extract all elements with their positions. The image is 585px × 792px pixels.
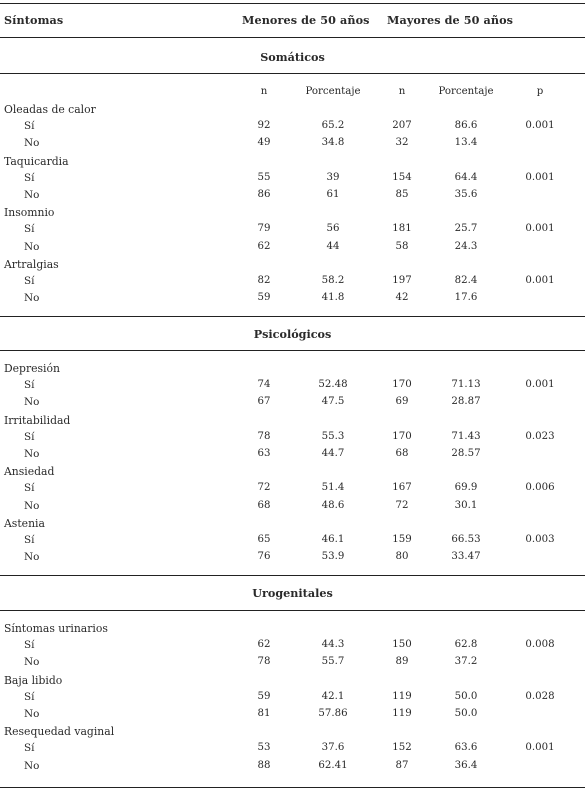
row-label: Sí bbox=[24, 534, 35, 546]
row-label: No bbox=[24, 137, 40, 150]
row-label: No bbox=[24, 759, 40, 772]
cell-pct-under-50: 39 bbox=[326, 171, 340, 183]
cell-n-over-50: 159 bbox=[392, 534, 412, 545]
row-label: No bbox=[24, 396, 40, 409]
cell-pct-over-50: 50.0 bbox=[454, 690, 478, 702]
cell-n-under-50: 74 bbox=[257, 379, 271, 391]
cell-p-value: 0.006 bbox=[525, 482, 555, 494]
cell-n-under-50: 67 bbox=[257, 396, 271, 408]
cell-pct-under-50: 51.4 bbox=[321, 482, 345, 494]
cell-n-over-50: 119 bbox=[392, 690, 412, 702]
cell-pct-over-50: 24.3 bbox=[454, 240, 478, 252]
cell-n-under-50: 62 bbox=[257, 639, 271, 651]
subheader-n-under-50: n bbox=[260, 86, 268, 97]
row-label: Sí bbox=[24, 120, 35, 133]
cell-p-value: 0.001 bbox=[525, 171, 555, 183]
cell-pct-over-50: 33.47 bbox=[451, 551, 481, 563]
cell-n-under-50: 59 bbox=[257, 690, 271, 702]
cell-n-over-50: 181 bbox=[392, 223, 412, 235]
cell-n-over-50: 207 bbox=[392, 120, 412, 132]
row-label: No bbox=[24, 240, 40, 253]
row-label: Sí bbox=[24, 223, 35, 236]
symptom-name: Baja libido bbox=[4, 673, 63, 687]
section-title: Somáticos bbox=[260, 50, 325, 64]
cell-pct-over-50: 28.87 bbox=[451, 396, 481, 408]
symptom-name: Resequedad vaginal bbox=[4, 725, 115, 739]
cell-pct-over-50: 82.4 bbox=[454, 275, 478, 286]
cell-n-over-50: 68 bbox=[395, 448, 409, 459]
section-rule bbox=[0, 350, 585, 351]
symptom-name: Síntomas urinarios bbox=[4, 622, 108, 635]
cell-n-over-50: 32 bbox=[395, 137, 409, 149]
cell-n-under-50: 76 bbox=[257, 551, 271, 563]
cell-n-under-50: 81 bbox=[257, 708, 271, 719]
cell-n-under-50: 63 bbox=[257, 448, 271, 459]
cell-n-over-50: 167 bbox=[392, 482, 412, 494]
cell-pct-over-50: 86.6 bbox=[454, 120, 478, 132]
cell-n-under-50: 55 bbox=[257, 171, 271, 183]
cell-pct-under-50: 34.8 bbox=[321, 137, 345, 149]
row-label: Sí bbox=[24, 742, 35, 755]
cell-pct-over-50: 64.4 bbox=[454, 171, 478, 183]
row-label: Sí bbox=[24, 482, 35, 495]
cell-n-under-50: 79 bbox=[257, 223, 271, 235]
cell-pct-over-50: 36.4 bbox=[454, 759, 478, 771]
subheader-pct-over-50: Porcentaje bbox=[438, 86, 494, 97]
cell-pct-under-50: 52.48 bbox=[318, 379, 348, 391]
symptom-name: Oleadas de calor bbox=[4, 103, 96, 116]
cell-n-over-50: 85 bbox=[395, 189, 409, 200]
cell-pct-over-50: 13.4 bbox=[454, 137, 478, 149]
section-rule bbox=[0, 610, 585, 611]
cell-n-under-50: 68 bbox=[257, 499, 271, 511]
cell-n-under-50: 92 bbox=[257, 120, 271, 132]
cell-n-under-50: 88 bbox=[257, 759, 271, 771]
cell-p-value: 0.028 bbox=[525, 690, 555, 702]
cell-p-value: 0.008 bbox=[525, 639, 555, 651]
symptom-name: Insomnio bbox=[4, 206, 55, 220]
row-label: Sí bbox=[24, 690, 35, 703]
cell-p-value: 0.023 bbox=[525, 430, 555, 442]
cell-pct-over-50: 69.9 bbox=[454, 482, 478, 494]
cell-n-over-50: 58 bbox=[395, 240, 409, 252]
header-rule bbox=[0, 37, 585, 38]
symptom-name: Taquicardia bbox=[4, 154, 69, 168]
cell-pct-under-50: 41.8 bbox=[321, 292, 345, 304]
cell-pct-over-50: 66.53 bbox=[451, 534, 481, 545]
symptom-name: Artralgias bbox=[4, 257, 59, 271]
subheader-n-over-50: n bbox=[398, 86, 406, 97]
cell-pct-over-50: 63.6 bbox=[454, 742, 478, 754]
cell-pct-under-50: 53.9 bbox=[321, 551, 345, 563]
cell-pct-under-50: 46.1 bbox=[321, 534, 345, 545]
header-over-50: Mayores de 50 años bbox=[387, 13, 514, 27]
cell-pct-under-50: 61 bbox=[326, 189, 340, 200]
cell-pct-under-50: 55.3 bbox=[321, 430, 345, 442]
cell-pct-over-50: 35.6 bbox=[454, 189, 478, 200]
cell-n-over-50: 42 bbox=[395, 292, 409, 304]
section-rule bbox=[0, 316, 585, 317]
bottom-rule bbox=[0, 787, 585, 788]
cell-p-value: 0.001 bbox=[525, 379, 555, 391]
symptom-name: Ansiedad bbox=[4, 465, 55, 479]
cell-pct-under-50: 55.7 bbox=[321, 656, 345, 668]
cell-pct-under-50: 44.3 bbox=[321, 639, 345, 651]
cell-n-under-50: 78 bbox=[257, 656, 271, 668]
row-label: No bbox=[24, 499, 40, 512]
cell-pct-under-50: 42.1 bbox=[321, 690, 345, 702]
cell-pct-over-50: 37.2 bbox=[454, 656, 478, 668]
cell-p-value: 0.001 bbox=[525, 742, 555, 754]
cell-n-over-50: 170 bbox=[392, 430, 412, 442]
cell-p-value: 0.001 bbox=[525, 275, 555, 286]
row-label: No bbox=[24, 189, 40, 201]
cell-n-under-50: 86 bbox=[257, 189, 271, 200]
symptom-name: Astenia bbox=[4, 516, 45, 530]
cell-n-under-50: 53 bbox=[257, 742, 271, 754]
cell-n-over-50: 152 bbox=[392, 742, 412, 754]
cell-n-under-50: 49 bbox=[257, 137, 271, 149]
cell-pct-under-50: 56 bbox=[326, 223, 340, 235]
cell-n-over-50: 89 bbox=[395, 656, 409, 668]
cell-pct-under-50: 65.2 bbox=[321, 120, 345, 132]
symptom-name: Depresión bbox=[4, 362, 60, 375]
header-under-50: Menores de 50 años bbox=[242, 13, 370, 27]
section-rule bbox=[0, 575, 585, 576]
cell-n-under-50: 82 bbox=[257, 275, 271, 286]
cell-n-over-50: 197 bbox=[392, 275, 412, 286]
row-label: Sí bbox=[24, 171, 35, 184]
row-label: No bbox=[24, 448, 40, 460]
cell-pct-over-50: 28.57 bbox=[451, 448, 481, 459]
row-label: Sí bbox=[24, 430, 35, 443]
row-label: Sí bbox=[24, 639, 35, 652]
cell-n-over-50: 154 bbox=[392, 171, 412, 183]
cell-pct-over-50: 17.6 bbox=[454, 292, 478, 304]
cell-pct-under-50: 44 bbox=[326, 240, 340, 252]
cell-pct-over-50: 71.43 bbox=[451, 430, 481, 442]
cell-n-over-50: 72 bbox=[395, 499, 409, 511]
top-rule bbox=[0, 3, 585, 4]
cell-n-under-50: 72 bbox=[257, 482, 271, 494]
section-title: Psicológicos bbox=[253, 327, 332, 341]
row-label: No bbox=[24, 551, 40, 564]
cell-pct-under-50: 58.2 bbox=[321, 275, 345, 286]
cell-n-under-50: 62 bbox=[257, 240, 271, 252]
cell-p-value: 0.001 bbox=[525, 120, 555, 132]
cell-pct-over-50: 71.13 bbox=[451, 379, 481, 391]
cell-p-value: 0.001 bbox=[525, 223, 555, 235]
row-label: No bbox=[24, 708, 40, 720]
row-label: No bbox=[24, 656, 40, 669]
cell-n-over-50: 170 bbox=[392, 379, 412, 391]
row-label: Sí bbox=[24, 379, 35, 392]
cell-n-over-50: 80 bbox=[395, 551, 409, 563]
header-symptoms: Síntomas bbox=[4, 13, 64, 27]
section-rule bbox=[0, 73, 585, 74]
symptom-name: Irritabilidad bbox=[4, 413, 71, 427]
cell-pct-under-50: 48.6 bbox=[321, 499, 345, 511]
cell-pct-over-50: 30.1 bbox=[454, 499, 478, 511]
cell-pct-under-50: 62.41 bbox=[318, 759, 348, 771]
cell-n-over-50: 69 bbox=[395, 396, 409, 408]
row-label: No bbox=[24, 292, 40, 305]
cell-n-under-50: 78 bbox=[257, 430, 271, 442]
subheader-pct-under-50: Porcentaje bbox=[305, 86, 361, 97]
cell-n-over-50: 150 bbox=[392, 639, 412, 651]
cell-pct-over-50: 50.0 bbox=[454, 708, 478, 719]
cell-n-over-50: 119 bbox=[392, 708, 412, 719]
section-title: Urogenitales bbox=[252, 586, 333, 600]
row-label: Sí bbox=[24, 275, 35, 287]
cell-pct-over-50: 25.7 bbox=[454, 223, 478, 235]
cell-p-value: 0.003 bbox=[525, 534, 555, 545]
cell-pct-under-50: 47.5 bbox=[321, 396, 345, 408]
cell-pct-under-50: 37.6 bbox=[321, 742, 345, 754]
cell-n-over-50: 87 bbox=[395, 759, 409, 771]
subheader-p-value: p bbox=[536, 86, 544, 97]
cell-pct-under-50: 44.7 bbox=[321, 448, 345, 459]
cell-pct-over-50: 62.8 bbox=[454, 639, 478, 651]
cell-n-under-50: 59 bbox=[257, 292, 271, 304]
cell-pct-under-50: 57.86 bbox=[318, 708, 348, 719]
cell-n-under-50: 65 bbox=[257, 534, 271, 545]
